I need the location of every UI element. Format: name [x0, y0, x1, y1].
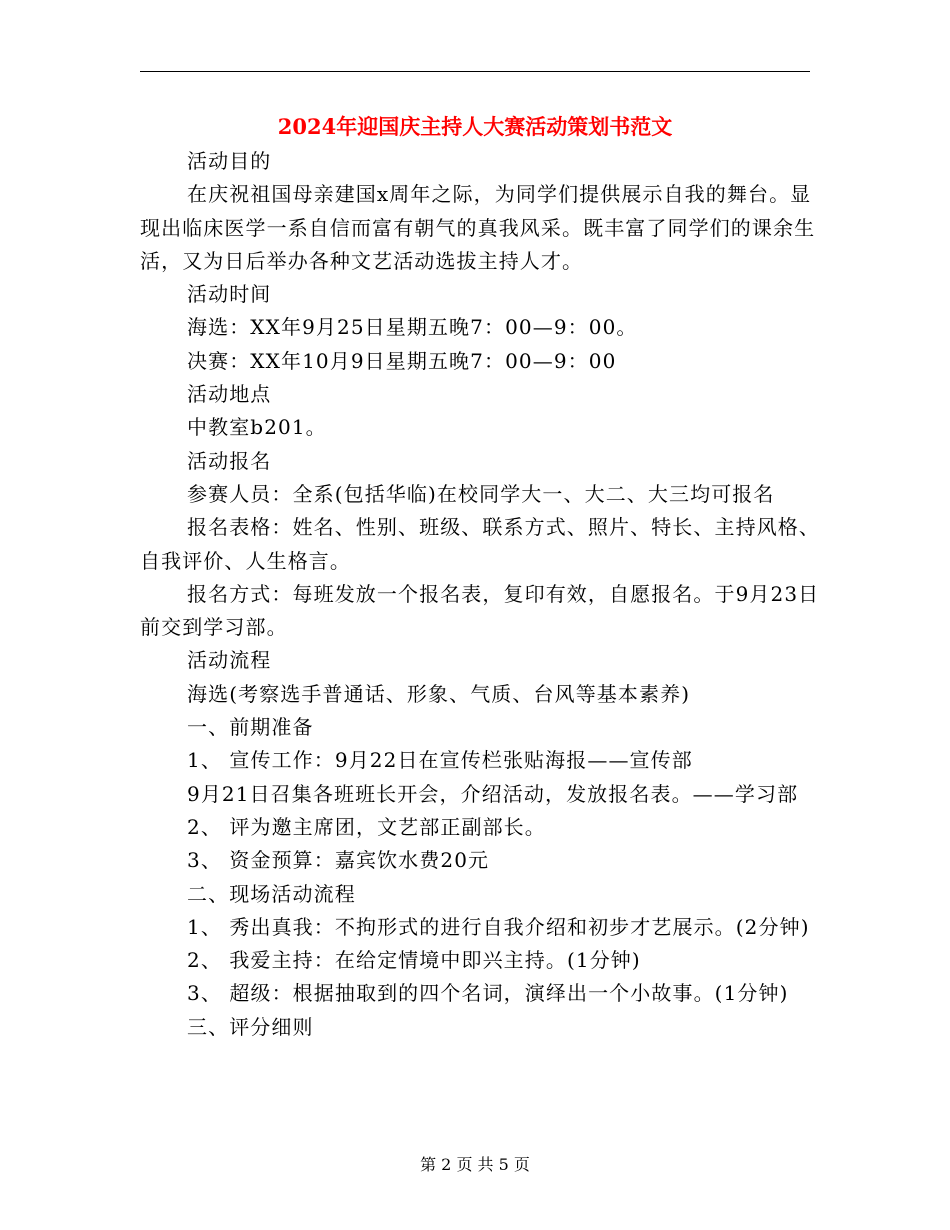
paragraph: 决赛：XX年10月9日星期五晚7：00—9：00 [187, 348, 617, 373]
paragraph: 参赛人员：全系(包括华临)在校同学大一、大二、大三均可报名 [187, 481, 775, 506]
paragraph: 活动报名 [187, 448, 272, 473]
document-title: 2024年迎国庆主持人大赛活动策划书范文 [277, 114, 673, 139]
paragraph: 活动地点 [187, 382, 272, 407]
paragraph: 活动流程 [187, 648, 272, 673]
paragraph: 三、评分细则 [187, 1014, 314, 1039]
paragraph: 1、 秀出真我：不拘形式的进行自我介绍和初步才艺展示。(2分钟) [187, 914, 810, 939]
paragraph: 活动目的 [187, 149, 272, 173]
document-body [140, 145, 820, 1044]
paragraph: 海选(考察选手普通话、形象、气质、台风等基本素养) [187, 681, 691, 706]
paragraph: 2、 评为邀主席团，文艺部正副部长。 [187, 814, 546, 839]
paragraph: 海选：XX年9月25日星期五晚7：00—9：00。 [187, 315, 638, 340]
paragraph: 9月21日召集各班班长开会，介绍活动，发放报名表。——学习部 [187, 781, 799, 806]
paragraph: 二、现场活动流程 [187, 881, 356, 906]
page-footer: 第 2 页 共 5 页 [420, 1155, 530, 1174]
paragraph: 在庆祝祖国母亲建国x周年之际，为同学们提供展示自我的舞台。显现出临床医学一系自信而富有朝气的真我风采。既丰富了同学们的课余生活，又为日后举办各种文艺活动选拔主持人才。 [140, 182, 816, 273]
paragraph: 3、 超级：根据抽取到的四个名词，演绎出一个小故事。(1分钟) [187, 981, 789, 1006]
paragraph: 报名表格：姓名、性别、班级、联系方式、照片、特长、主持风格、自我评价、人生格言。 [140, 515, 820, 573]
paragraph: 1、 宣传工作：9月22日在宣传栏张贴海报——宣传部 [187, 748, 693, 773]
paragraph: 活动时间 [187, 282, 272, 307]
paragraph: 报名方式：每班发放一个报名表，复印有效，自愿报名。于9月23日前交到学习部。 [140, 581, 820, 640]
paragraph: 2、 我爱主持：在给定情境中即兴主持。(1分钟) [187, 948, 641, 973]
header-rule [140, 71, 810, 72]
paragraph: 3、 资金预算：嘉宾饮水费20元 [187, 848, 490, 873]
paragraph: 一、前期准备 [187, 715, 314, 740]
paragraph: 中教室b201。 [187, 415, 327, 440]
